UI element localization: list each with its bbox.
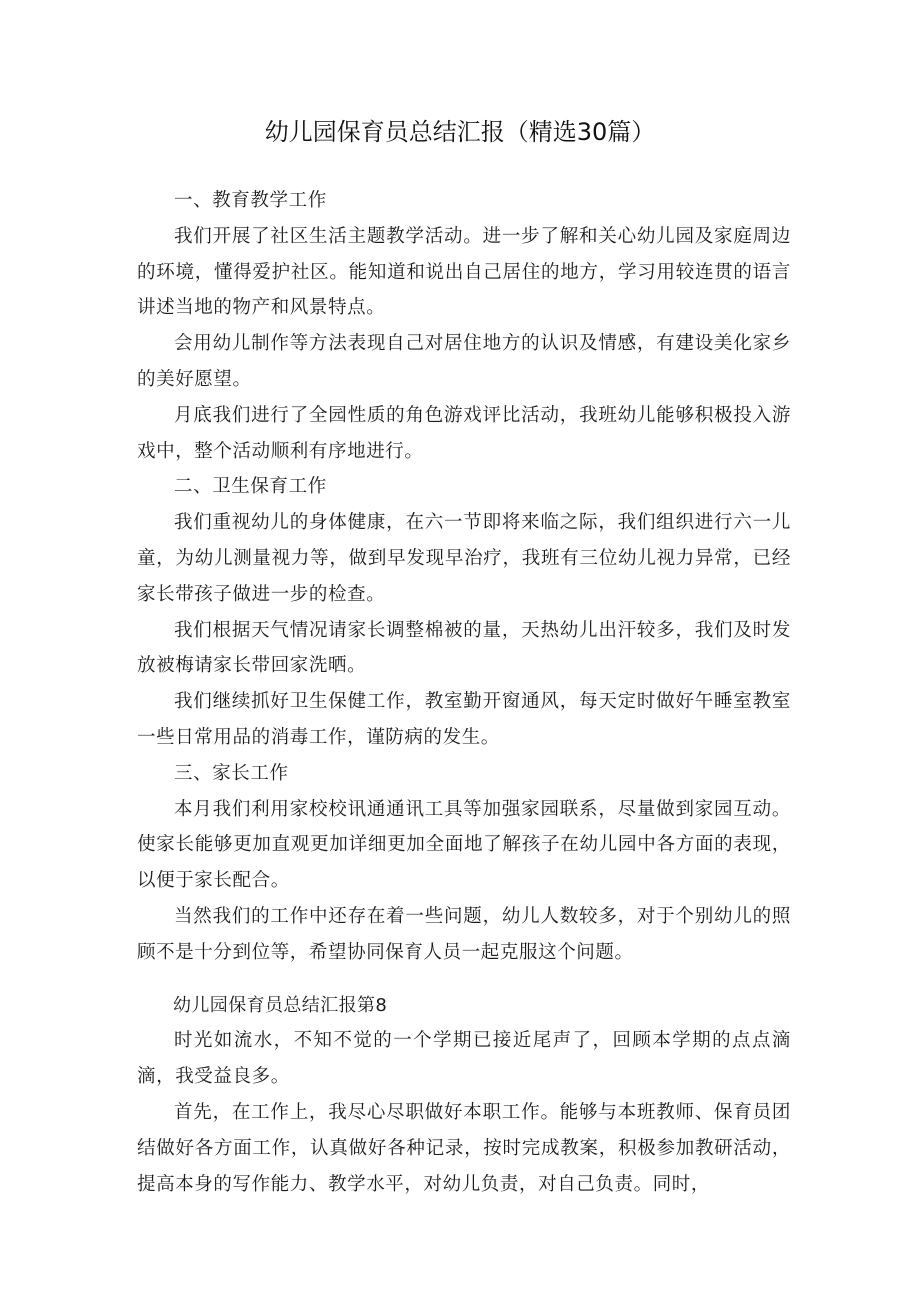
paragraph: 时光如流水，不知不觉的一个学期已接近尾声了，回顾本学期的点点滴滴，我受益良多。 (137, 1030, 791, 1088)
paragraph: 我们开展了社区生活主题教学活动。进一步了解和关心幼儿园及家庭周边的环境，懂得爱护社区。能知道和说出自己居住的地方，学习用较连贯的语言讲述当地的物产和风景特点。 (137, 225, 791, 319)
paragraph: 月底我们进行了全园性质的角色游戏评比活动，我班幼儿能够积极投入游戏中，整个活动顺利有序地进行。 (137, 404, 791, 462)
paragraph: 我们继续抓好卫生保健工作，教室勤开窗通风，每天定时做好午睡室教室一些日常用品的消毒工作，谨防病的发生。 (137, 691, 791, 748)
article-section-title: 幼儿园保育员总结汇报第8 (173, 994, 388, 1016)
section-heading-hygiene: 二、卫生保育工作 (174, 476, 327, 498)
paragraph: 我们重视幼儿的身体健康，在六一节即将来临之际，我们组织进行六一儿童，为幼儿测量视力等，做到早发现早治疗，我班有三位幼儿视力异常，已经家长带孩子做进一步的检查。 (137, 512, 791, 605)
paragraph: 本月我们利用家校校讯通通讯工具等加强家园联系，尽量做到家园互动。使家长能够更加直观更加详细更加全面地了解孩子在幼儿园中各方面的表现，以便于家长配合。 (137, 798, 791, 892)
paragraph: 会用幼儿制作等方法表现自己对居住地方的认识及情感，有建设美化家乡的美好愿望。 (137, 333, 791, 390)
paragraph: 我们根据天气情况请家长调整棉被的量，天热幼儿出汗较多，我们及时发放被梅请家长带回家洗晒。 (137, 619, 791, 677)
document-body (137, 183, 791, 1202)
document-title: 幼儿园保育员总结汇报（精选30篇） (264, 118, 656, 146)
section-heading-education: 一、教育教学工作 (174, 190, 327, 211)
section-heading-parents: 三、家长工作 (174, 762, 289, 784)
paragraph: 首先，在工作上，我尽心尽职做好本职工作。能够与本班教师、保育员团结做好各方面工作，认真做好各种记录，按时完成教案，积极参加教研活动，提高本身的写作能力、教学水平，对幼儿负责，对自己负责。同时， (137, 1101, 791, 1195)
paragraph: 当然我们的工作中还存在着一些问题，幼儿人数较多，对于个别幼儿的照顾不是十分到位等，希望协同保育人员一起克服这个问题。 (137, 905, 791, 963)
